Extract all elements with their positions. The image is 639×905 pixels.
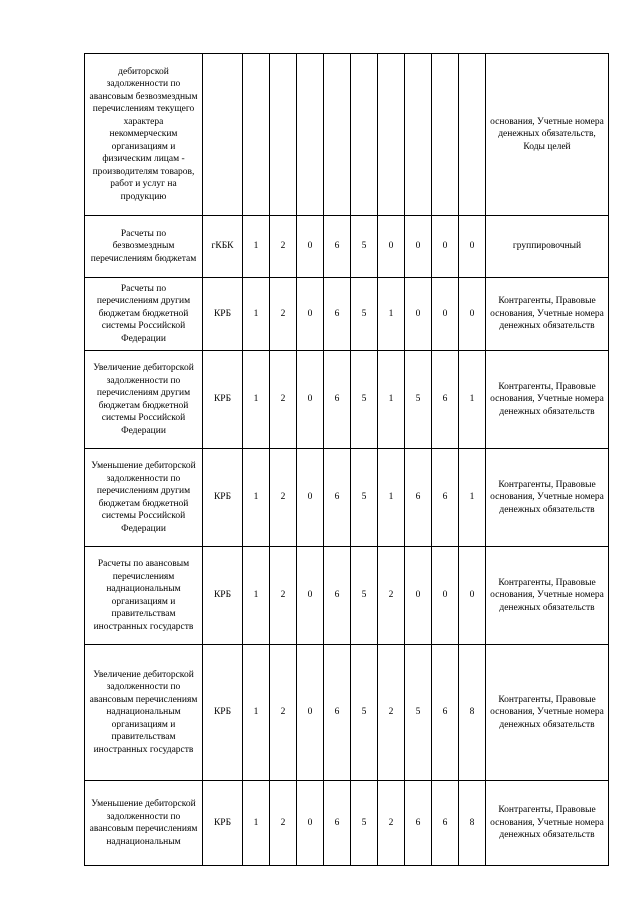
- account-code-digit-cell: 6: [324, 278, 351, 351]
- account-code-digit-cell: 6: [324, 449, 351, 547]
- account-name-cell: дебиторской задолженности по авансовым безвозмездным перечислениям текущего характера некоммерческим организациям и физическим лицам - производителям товаров, работ и услуг на продукцию: [85, 54, 203, 216]
- account-code-digit-cell: 5: [351, 449, 378, 547]
- table-row: [85, 645, 609, 781]
- account-code-digit-cell: 1: [378, 449, 405, 547]
- account-code-digit-cell: 6: [324, 645, 351, 781]
- account-code-digit-cell: 1: [459, 449, 486, 547]
- account-code-digit-cell: 0: [405, 278, 432, 351]
- account-code-digit-cell: 6: [324, 781, 351, 866]
- account-code-digit-cell: 1: [243, 645, 270, 781]
- account-code-digit-cell: 2: [270, 449, 297, 547]
- account-code-digit-cell: 5: [351, 781, 378, 866]
- account-code-digit-cell: 2: [270, 547, 297, 645]
- account-code-digit-cell: 0: [459, 278, 486, 351]
- account-type-cell: гКБК: [203, 216, 243, 278]
- account-code-digit-cell: 5: [351, 278, 378, 351]
- account-code-digit-cell: 8: [459, 781, 486, 866]
- account-code-digit-cell: [324, 54, 351, 216]
- account-code-digit-cell: 6: [432, 449, 459, 547]
- account-code-digit-cell: 1: [378, 351, 405, 449]
- account-name-cell: Увеличение дебиторской задолженности по авансовым перечислениям наднациональным организациям и правительствам иностранных государств: [85, 645, 203, 781]
- table-row: [85, 547, 609, 645]
- account-code-digit-cell: 2: [270, 645, 297, 781]
- account-code-digit-cell: 6: [432, 351, 459, 449]
- account-code-digit-cell: 0: [297, 278, 324, 351]
- account-code-digit-cell: 6: [324, 351, 351, 449]
- account-code-digit-cell: 0: [459, 547, 486, 645]
- account-name-cell: Расчеты по авансовым перечислениям наднациональным организациям и правительствам иностранных государств: [85, 547, 203, 645]
- account-code-digit-cell: 0: [432, 547, 459, 645]
- account-name-cell: Увеличение дебиторской задолженности по перечислениям другим бюджетам бюджетной системы Российской Федерации: [85, 351, 203, 449]
- account-code-digit-cell: 6: [405, 781, 432, 866]
- account-code-digit-cell: 0: [297, 351, 324, 449]
- account-type-cell: КРБ: [203, 278, 243, 351]
- account-type-cell: КРБ: [203, 645, 243, 781]
- account-code-digit-cell: 1: [243, 781, 270, 866]
- account-code-digit-cell: 5: [351, 547, 378, 645]
- account-code-digit-cell: 2: [378, 781, 405, 866]
- account-code-digit-cell: [270, 54, 297, 216]
- account-code-digit-cell: 6: [324, 547, 351, 645]
- account-code-digit-cell: 2: [270, 216, 297, 278]
- account-code-digit-cell: 6: [324, 216, 351, 278]
- account-code-digit-cell: 0: [432, 278, 459, 351]
- account-code-digit-cell: 6: [405, 449, 432, 547]
- account-code-digit-cell: 2: [270, 278, 297, 351]
- account-code-digit-cell: 1: [243, 351, 270, 449]
- accounts-table: [84, 53, 609, 866]
- account-code-digit-cell: 1: [459, 351, 486, 449]
- account-code-digit-cell: 0: [405, 547, 432, 645]
- account-type-cell: КРБ: [203, 449, 243, 547]
- account-code-digit-cell: [405, 54, 432, 216]
- account-code-digit-cell: 0: [297, 547, 324, 645]
- account-code-digit-cell: 0: [459, 216, 486, 278]
- account-code-digit-cell: [297, 54, 324, 216]
- account-code-digit-cell: 5: [351, 216, 378, 278]
- account-code-digit-cell: 8: [459, 645, 486, 781]
- table-row: [85, 449, 609, 547]
- account-code-digit-cell: 1: [243, 449, 270, 547]
- account-code-digit-cell: [378, 54, 405, 216]
- account-code-digit-cell: 2: [270, 351, 297, 449]
- account-code-digit-cell: 0: [297, 781, 324, 866]
- account-name-cell: Уменьшение дебиторской задолженности по авансовым перечислениям наднациональным: [85, 781, 203, 866]
- analytics-cell: Контрагенты, Правовые основания, Учетные номера денежных обязательств: [486, 278, 609, 351]
- account-code-digit-cell: 2: [378, 547, 405, 645]
- account-type-cell: КРБ: [203, 351, 243, 449]
- account-code-digit-cell: 2: [378, 645, 405, 781]
- account-code-digit-cell: 0: [297, 449, 324, 547]
- account-code-digit-cell: 0: [405, 216, 432, 278]
- account-code-digit-cell: 2: [270, 781, 297, 866]
- account-code-digit-cell: [243, 54, 270, 216]
- analytics-cell: Контрагенты, Правовые основания, Учетные номера денежных обязательств: [486, 449, 609, 547]
- account-code-digit-cell: 5: [405, 351, 432, 449]
- table-row: [85, 278, 609, 351]
- table-row: [85, 351, 609, 449]
- account-type-cell: КРБ: [203, 547, 243, 645]
- account-code-digit-cell: 1: [243, 278, 270, 351]
- analytics-cell: Контрагенты, Правовые основания, Учетные номера денежных обязательств: [486, 547, 609, 645]
- table-body: [85, 54, 609, 866]
- account-name-cell: Расчеты по перечислениям другим бюджетам бюджетной системы Российской Федерации: [85, 278, 203, 351]
- account-code-digit-cell: 0: [297, 216, 324, 278]
- table-row: [85, 781, 609, 866]
- account-code-digit-cell: 5: [405, 645, 432, 781]
- account-code-digit-cell: 6: [432, 645, 459, 781]
- analytics-cell: Контрагенты, Правовые основания, Учетные номера денежных обязательств: [486, 645, 609, 781]
- account-code-digit-cell: [351, 54, 378, 216]
- account-type-cell: [203, 54, 243, 216]
- account-type-cell: КРБ: [203, 781, 243, 866]
- account-code-digit-cell: [432, 54, 459, 216]
- analytics-cell: группировочный: [486, 216, 609, 278]
- account-name-cell: Расчеты по безвозмездным перечислениям бюджетам: [85, 216, 203, 278]
- table-row: [85, 54, 609, 216]
- account-code-digit-cell: 5: [351, 645, 378, 781]
- account-code-digit-cell: 0: [432, 216, 459, 278]
- analytics-cell: Контрагенты, Правовые основания, Учетные номера денежных обязательств: [486, 781, 609, 866]
- account-name-cell: Уменьшение дебиторской задолженности по перечислениям другим бюджетам бюджетной системы Российской Федерации: [85, 449, 203, 547]
- account-code-digit-cell: 1: [243, 216, 270, 278]
- analytics-cell: Контрагенты, Правовые основания, Учетные номера денежных обязательств: [486, 351, 609, 449]
- account-code-digit-cell: 6: [432, 781, 459, 866]
- account-code-digit-cell: 1: [243, 547, 270, 645]
- account-code-digit-cell: 0: [297, 645, 324, 781]
- analytics-cell: основания, Учетные номера денежных обязательств, Коды целей: [486, 54, 609, 216]
- account-code-digit-cell: 1: [378, 278, 405, 351]
- account-code-digit-cell: [459, 54, 486, 216]
- account-code-digit-cell: 0: [378, 216, 405, 278]
- account-code-digit-cell: 5: [351, 351, 378, 449]
- table-row: [85, 216, 609, 278]
